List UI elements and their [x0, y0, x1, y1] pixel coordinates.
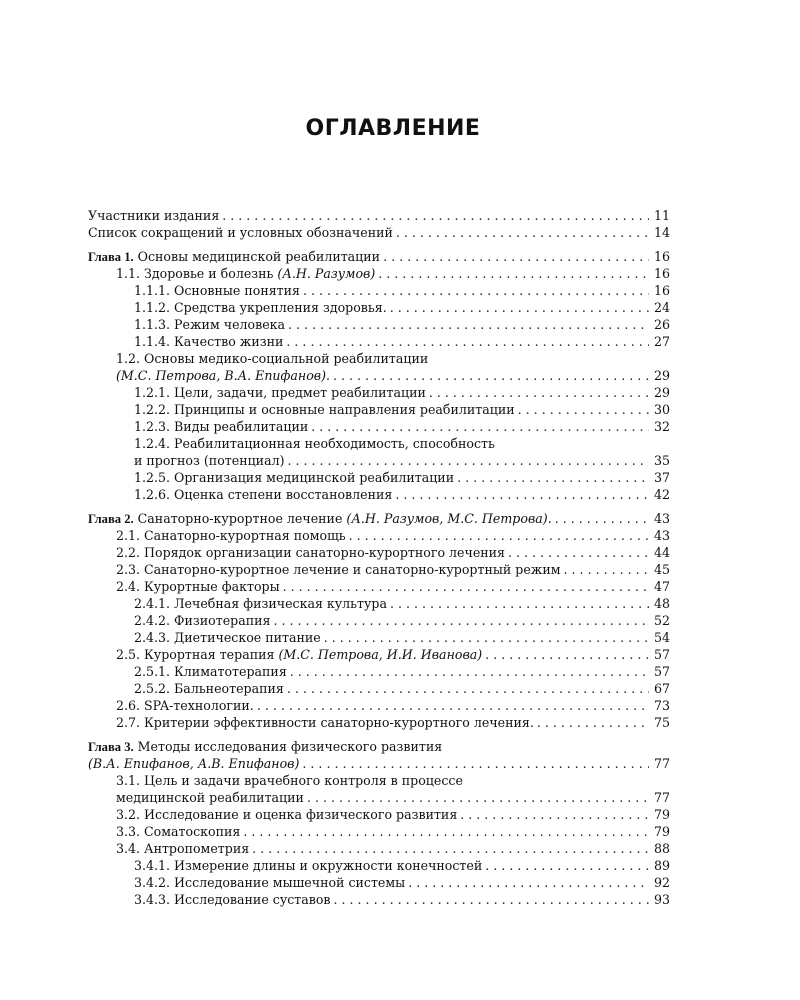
- dot-leader: [311, 418, 649, 435]
- dot-leader: [383, 248, 649, 265]
- toc-entry: [88, 680, 670, 697]
- toc-page-number: 67: [653, 681, 670, 696]
- toc-entry-label: [116, 527, 346, 544]
- toc-entry-text: Список сокращений и условных обозначений: [88, 225, 393, 240]
- toc-entry-label: [116, 697, 254, 714]
- toc-entry: [88, 578, 670, 595]
- toc-entry-text: и прогноз (потенциал): [134, 453, 285, 468]
- toc-entry-text: 1.1.1. Основные понятия: [134, 283, 300, 298]
- toc-entry: [88, 510, 670, 527]
- toc-entry-text: 3.1. Цель и задачи врачебного контроля в процессе: [116, 773, 463, 788]
- dot-leader: [508, 544, 649, 561]
- toc-page-number: 37: [653, 470, 670, 485]
- toc-entry-text: медицинской реабилитации: [116, 790, 304, 805]
- toc-page-number: 47: [653, 579, 670, 594]
- toc-entry: [88, 316, 670, 333]
- toc-entry-label: [88, 510, 552, 528]
- dot-leader: [252, 840, 649, 857]
- toc-entry: [88, 612, 670, 629]
- dot-leader: [257, 697, 649, 714]
- toc-entry-label: [116, 578, 280, 595]
- toc-entry: [88, 697, 670, 714]
- toc-entry-label: [134, 316, 285, 333]
- toc-entry-text: 3.4.1. Измерение длины и окружности конечностей: [134, 858, 483, 873]
- toc-page-number: 77: [653, 756, 670, 771]
- dot-leader: [429, 384, 649, 401]
- toc-page-number: 44: [653, 545, 670, 560]
- toc-entry: [88, 282, 670, 299]
- toc-entry-text: 1.2.2. Принципы и основные направления реабилитации: [134, 402, 515, 417]
- dot-leader: [333, 367, 649, 384]
- toc-entry-authors: (М.С. Петрова, И.И. Иванова): [278, 647, 483, 662]
- dot-leader: [555, 510, 649, 527]
- toc-entry-text: 3.3. Соматоскопия: [116, 824, 241, 839]
- toc-entry-label: [134, 435, 495, 452]
- toc-page-number: 16: [653, 266, 670, 281]
- toc-entry: [88, 265, 670, 282]
- toc-page-number: 52: [653, 613, 670, 628]
- toc-page-number: 48: [653, 596, 670, 611]
- toc-entry-text: Методы исследования физического развития: [133, 739, 443, 754]
- toc-page-number: 27: [653, 334, 670, 349]
- toc-entry: [88, 755, 670, 772]
- toc-page-number: 79: [653, 807, 670, 822]
- toc-entry: [88, 486, 670, 503]
- toc-page-number: 79: [653, 824, 670, 839]
- toc-entry: [88, 224, 670, 241]
- toc-entry-label: [88, 738, 442, 756]
- toc-entry-text: 2.4. Курортные факторы: [116, 579, 280, 594]
- toc-entry-label: [88, 207, 219, 224]
- toc-entry: [88, 527, 670, 544]
- toc-entry-text: 2.7. Критерии эффективности санаторно-курортного лечения.: [116, 715, 534, 730]
- toc-entry-text: Санаторно-курортное лечение: [133, 511, 347, 526]
- toc-page-number: 73: [653, 698, 670, 713]
- dot-leader: [396, 224, 649, 241]
- toc-entry: [88, 418, 670, 435]
- toc-page-number: 24: [653, 300, 670, 315]
- toc-entry: [88, 772, 670, 789]
- dot-leader: [518, 401, 649, 418]
- toc-entry: [88, 207, 670, 224]
- toc-entry-label: [134, 401, 515, 418]
- toc-entry-label: [116, 367, 330, 384]
- toc-page-number: 92: [653, 875, 670, 890]
- toc-entry-text: 1.1.2. Средства укрепления здоровья.: [134, 300, 387, 315]
- toc-entry: [88, 350, 670, 367]
- toc-entry-label: [88, 224, 393, 241]
- toc-entry-text: 2.4.1. Лечебная физическая культура: [134, 596, 387, 611]
- toc-entry-text: 2.4.2. Физиотерапия: [134, 613, 271, 628]
- toc-entry-label: [116, 840, 249, 857]
- toc-page-number: 29: [653, 385, 670, 400]
- toc-page-number: 43: [653, 528, 670, 543]
- toc-page-number: 16: [653, 249, 670, 264]
- dot-leader: [222, 207, 649, 224]
- toc-chapter-number: Глава 1.: [88, 250, 134, 264]
- toc-entry: [88, 789, 670, 806]
- toc-entry-label: [88, 755, 299, 772]
- toc-entry: [88, 333, 670, 350]
- toc-entry-text: 3.4. Антропометрия: [116, 841, 250, 856]
- toc-page-number: 88: [653, 841, 670, 856]
- toc-entry-label: [134, 629, 321, 646]
- toc-entry-text: 2.2. Порядок организации санаторно-курортного лечения: [116, 545, 506, 560]
- toc-entry-text: 2.6. SPA-технологии.: [116, 698, 254, 713]
- toc-chapter-number: Глава 3.: [88, 740, 134, 754]
- toc-page-number: 42: [653, 487, 670, 502]
- toc-entry: [88, 891, 670, 908]
- toc-entry: [88, 401, 670, 418]
- toc-entry-authors: (В.А. Епифанов, А.В. Епифанов): [88, 756, 300, 771]
- dot-leader: [349, 527, 649, 544]
- toc-entry-label: [134, 857, 482, 874]
- toc-entry: [88, 544, 670, 561]
- dot-leader: [457, 469, 649, 486]
- toc-page-number: 11: [653, 208, 670, 223]
- toc-entry-label: [116, 789, 304, 806]
- dot-leader: [408, 874, 649, 891]
- toc-entry-label: [134, 663, 287, 680]
- toc-entry-label: [134, 874, 405, 891]
- toc-page-number: 54: [653, 630, 670, 645]
- toc-entry: [88, 823, 670, 840]
- dot-leader: [283, 578, 649, 595]
- dot-leader: [485, 646, 649, 663]
- toc-entry-text: 3.2. Исследование и оценка физического развития: [116, 807, 458, 822]
- toc-entry-text: 2.5. Курортная терапия: [116, 647, 279, 662]
- toc-entry: [88, 367, 670, 384]
- toc-entry: [88, 561, 670, 578]
- toc-entry: [88, 595, 670, 612]
- toc-entry-text: Основы медицинской реабилитации: [133, 249, 381, 264]
- toc-entry-label: [134, 486, 392, 503]
- toc-chapter-number: Глава 2.: [88, 512, 134, 526]
- toc-entry: [88, 299, 670, 316]
- toc-entry-label: [134, 418, 308, 435]
- toc-entry-text: 1.1. Здоровье и болезнь: [116, 266, 278, 281]
- toc-entry-label: [134, 333, 283, 350]
- toc-entry-text: 2.1. Санаторно-курортная помощь: [116, 528, 346, 543]
- toc-entry: [88, 629, 670, 646]
- dot-leader: [286, 333, 649, 350]
- toc-entry: [88, 874, 670, 891]
- toc-page-number: 30: [653, 402, 670, 417]
- toc-page-number: 32: [653, 419, 670, 434]
- toc-entry: [88, 663, 670, 680]
- toc-entry-label: [116, 714, 534, 731]
- dot-leader: [324, 629, 649, 646]
- dot-leader: [485, 857, 649, 874]
- dot-leader: [564, 561, 649, 578]
- toc-page-number: 35: [653, 453, 670, 468]
- toc-entry-label: [134, 469, 454, 486]
- toc-entry-label: [116, 350, 428, 367]
- toc-entry: [88, 435, 670, 452]
- toc-entry-label: [116, 646, 482, 663]
- dot-leader: [307, 789, 649, 806]
- dot-leader: [460, 806, 649, 823]
- dot-leader: [390, 299, 649, 316]
- toc-page-number: 89: [653, 858, 670, 873]
- toc-entry-text: 3.4.3. Исследование суставов: [134, 892, 331, 907]
- toc-entry-label: [88, 248, 380, 266]
- dot-leader: [287, 680, 649, 697]
- toc-entry-text: 1.2.1. Цели, задачи, предмет реабилитации: [134, 385, 426, 400]
- table-of-contents: [88, 207, 670, 908]
- toc-page-number: 45: [653, 562, 670, 577]
- toc-page-number: 16: [653, 283, 670, 298]
- toc-entry: [88, 857, 670, 874]
- toc-entry-text: 1.2. Основы медико-социальной реабилитации: [116, 351, 429, 366]
- toc-entry-text: 2.5.2. Бальнеотерапия: [134, 681, 284, 696]
- toc-page-number: 93: [653, 892, 670, 907]
- toc-entry: [88, 646, 670, 663]
- toc-entry-text: 1.1.3. Режим человека: [134, 317, 286, 332]
- toc-entry-label: [134, 891, 331, 908]
- toc-page-number: 26: [653, 317, 670, 332]
- toc-entry: [88, 469, 670, 486]
- toc-page-number: 43: [653, 511, 670, 526]
- toc-entry-label: [134, 282, 300, 299]
- toc-page-number: 77: [653, 790, 670, 805]
- toc-entry: [88, 806, 670, 823]
- toc-entry-label: [116, 561, 561, 578]
- toc-entry: [88, 248, 670, 265]
- toc-entry-text: 2.3. Санаторно-курортное лечение и санаторно-курортный режим: [116, 562, 561, 577]
- toc-entry-label: [134, 612, 270, 629]
- toc-entry-label: [134, 384, 426, 401]
- toc-entry-label: [134, 452, 285, 469]
- toc-entry-authors: (М.С. Петрова, В.А. Епифанов).: [116, 368, 331, 383]
- toc-page-number: 14: [653, 225, 670, 240]
- dot-leader: [273, 612, 649, 629]
- toc-entry: [88, 452, 670, 469]
- dot-leader: [288, 316, 649, 333]
- toc-entry-label: [116, 823, 240, 840]
- toc-entry-authors: (А.Н. Разумов): [277, 266, 376, 281]
- toc-entry: [88, 714, 670, 731]
- dot-leader: [302, 755, 649, 772]
- dot-leader: [390, 595, 649, 612]
- toc-entry-authors: (А.Н. Разумов, М.С. Петрова).: [346, 511, 552, 526]
- toc-entry: [88, 738, 670, 755]
- toc-entry-text: 1.2.3. Виды реабилитации: [134, 419, 309, 434]
- toc-page-number: 75: [653, 715, 670, 730]
- toc-entry-text: 1.2.5. Организация медицинской реабилитации: [134, 470, 455, 485]
- dot-leader: [378, 265, 649, 282]
- toc-entry-label: [134, 680, 284, 697]
- toc-entry-label: [116, 806, 457, 823]
- page-title: ОГЛАВЛЕНИЕ: [305, 116, 481, 141]
- dot-leader: [288, 452, 650, 469]
- toc-entry-text: 2.4.3. Диетическое питание: [134, 630, 321, 645]
- toc-entry-label: [116, 265, 375, 282]
- dot-leader: [243, 823, 649, 840]
- toc-entry-text: 1.2.6. Оценка степени восстановления: [134, 487, 393, 502]
- dot-leader: [537, 714, 649, 731]
- toc-entry-label: [116, 544, 505, 561]
- toc-entry-text: 1.2.4. Реабилитационная необходимость, способность: [134, 436, 495, 451]
- toc-entry-label: [134, 299, 387, 316]
- dot-leader: [303, 282, 649, 299]
- toc-entry-label: [116, 772, 463, 789]
- toc-entry: [88, 840, 670, 857]
- dot-leader: [334, 891, 649, 908]
- dot-leader: [395, 486, 649, 503]
- toc-entry: [88, 384, 670, 401]
- dot-leader: [290, 663, 649, 680]
- toc-page-number: 57: [653, 664, 670, 679]
- toc-entry-text: 2.5.1. Климатотерапия: [134, 664, 287, 679]
- toc-page-number: 57: [653, 647, 670, 662]
- toc-entry-text: 3.4.2. Исследование мышечной системы: [134, 875, 406, 890]
- toc-entry-label: [134, 595, 387, 612]
- toc-entry-text: Участники издания: [88, 208, 220, 223]
- toc-entry-text: 1.1.4. Качество жизни: [134, 334, 284, 349]
- toc-page-number: 29: [653, 368, 670, 383]
